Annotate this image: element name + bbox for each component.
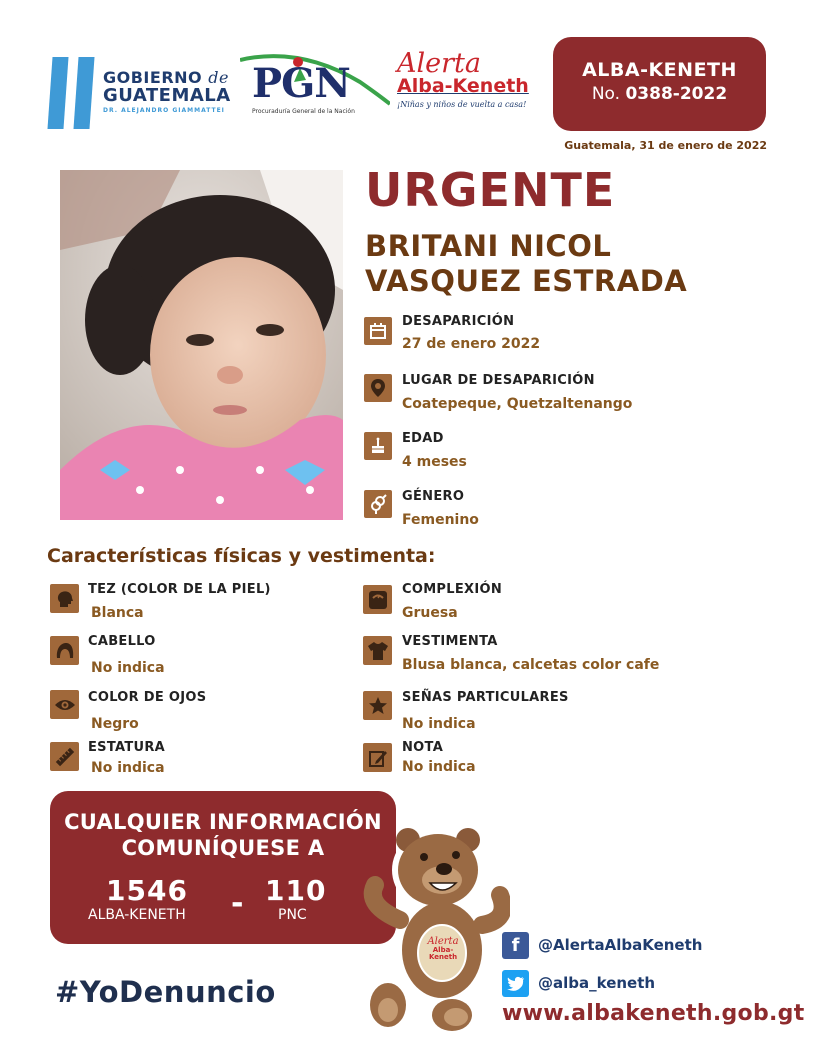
bear-badge-line2: Alba-Keneth	[428, 946, 458, 961]
bear-mascot-icon	[360, 825, 510, 1035]
contact-box	[50, 791, 396, 944]
bear-badge-line1: Alerta	[427, 936, 459, 947]
hair-icon	[50, 636, 79, 665]
phone-alba-keneth-label: ALBA-KENETH	[88, 907, 186, 923]
gov-line1-de: de	[208, 68, 229, 87]
gender-icon	[364, 490, 392, 518]
disappearance-value: 27 de enero 2022	[402, 336, 541, 352]
child-photo	[60, 170, 343, 520]
star-icon	[363, 691, 392, 720]
tshirt-icon	[363, 636, 392, 665]
skin-label: TEZ (COLOR DE LA PIEL)	[88, 582, 271, 597]
place-label: LUGAR DE DESAPARICIÓN	[402, 373, 595, 388]
gender-value: Femenino	[402, 512, 479, 528]
clothing-value: Blusa blanca, calcetas color cafe	[402, 657, 660, 673]
case-no-label: No.	[591, 84, 621, 104]
pgn-subtitle: Procuraduría General de la Nación	[252, 108, 355, 115]
map-pin-icon	[364, 374, 392, 402]
alerta-tagline: ¡Niñas y niños de vuelta a casa!	[397, 100, 527, 109]
eyes-value: Negro	[91, 716, 139, 732]
eyes-label: COLOR DE OJOS	[88, 690, 207, 705]
disappearance-label: DESAPARICIÓN	[402, 314, 515, 329]
clothing-label: VESTIMENTA	[402, 634, 498, 649]
urgent-heading: URGENTE	[365, 163, 616, 217]
phone-separator: -	[231, 886, 244, 921]
case-number-box	[553, 37, 766, 131]
case-no: 0388-2022	[625, 84, 728, 104]
contact-line1: CUALQUIER INFORMACIÓN	[64, 810, 382, 834]
gov-line1: GOBIERNO	[103, 68, 203, 87]
calendar-icon	[364, 317, 392, 345]
gender-label: GÉNERO	[402, 489, 465, 504]
head-profile-icon	[50, 584, 79, 613]
phone-pnc-label: PNC	[278, 907, 307, 923]
bear-mascot	[360, 825, 510, 1035]
facebook-handle[interactable]: @AlertaAlbaKeneth	[538, 936, 703, 954]
case-title: ALBA-KENETH	[582, 59, 737, 81]
hair-label: CABELLO	[88, 634, 156, 649]
contact-line2: COMUNÍQUESE A	[121, 836, 325, 860]
website-link[interactable]: www.albakeneth.gob.gt	[502, 1001, 805, 1026]
alerta-logo	[397, 50, 529, 109]
phone-alba-keneth[interactable]: 1546	[106, 874, 188, 907]
ruler-icon	[50, 742, 79, 771]
twitter-handle[interactable]: @alba_keneth	[538, 974, 656, 992]
note-value: No indica	[402, 759, 476, 775]
build-value: Gruesa	[402, 605, 458, 621]
facebook-icon[interactable]: f	[502, 932, 529, 959]
age-label: EDAD	[402, 431, 444, 446]
gobierno-logo	[103, 70, 231, 114]
date-line: Guatemala, 31 de enero de 2022	[564, 139, 767, 152]
scale-icon	[363, 585, 392, 614]
alerta-line1: Alerta	[397, 48, 481, 79]
eye-icon	[50, 690, 79, 719]
phone-pnc[interactable]: 110	[265, 874, 327, 907]
pgn-word: PGN	[252, 60, 350, 107]
gov-line2: GUATEMALA	[103, 85, 231, 106]
note-label: NOTA	[402, 740, 444, 755]
hashtag: #YoDenuncio	[55, 975, 276, 1009]
name-line1: BRITANI NICOL	[365, 229, 612, 263]
birthday-cake-icon	[364, 432, 392, 460]
gobierno-logo-bars	[50, 57, 96, 129]
height-label: ESTATURA	[88, 740, 166, 755]
note-edit-icon	[363, 743, 392, 772]
build-label: COMPLEXIÓN	[402, 582, 503, 597]
gov-line3: DR. ALEJANDRO GIAMMATTEI	[103, 107, 225, 114]
name-line2: VASQUEZ ESTRADA	[365, 264, 688, 298]
alerta-line2: Alba-Keneth	[397, 75, 529, 97]
marks-value: No indica	[402, 716, 476, 732]
place-value: Coatepeque, Quetzaltenango	[402, 396, 633, 412]
characteristics-title: Características físicas y vestimenta:	[47, 545, 436, 567]
age-value: 4 meses	[402, 454, 467, 470]
skin-value: Blanca	[91, 605, 144, 621]
twitter-icon[interactable]	[502, 970, 529, 997]
hair-value: No indica	[91, 660, 165, 676]
height-value: No indica	[91, 760, 165, 776]
marks-label: SEÑAS PARTICULARES	[402, 690, 569, 705]
pgn-logo	[240, 52, 390, 122]
child-name	[365, 229, 687, 299]
